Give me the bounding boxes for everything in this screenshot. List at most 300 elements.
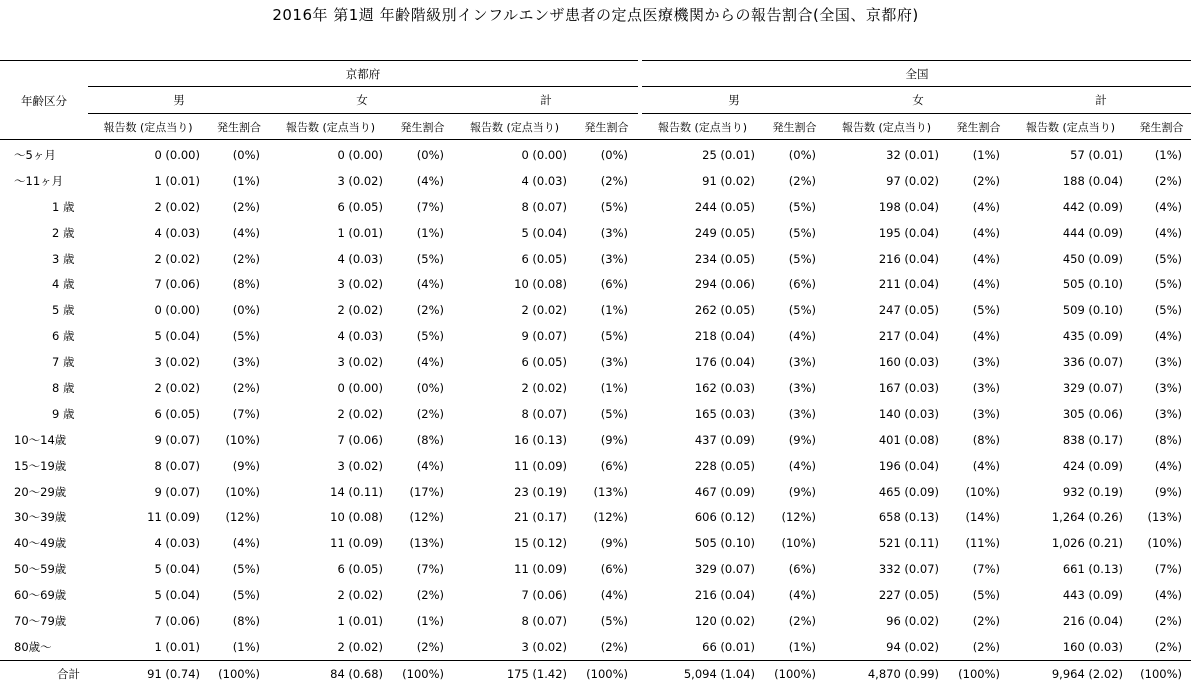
sex-header-kyoto-female: 女 (270, 87, 454, 114)
kyoto-male-count: 8 (0.07) (154, 458, 200, 473)
kyoto-female-count: 3 (0.02) (337, 173, 383, 188)
count-header: 報告数 (定点当り) (1010, 114, 1131, 140)
kyoto-all-rate: (13%) (593, 484, 628, 499)
age-group-cell: 2 歳 (52, 225, 75, 240)
national-female-count: 94 (0.02) (886, 639, 939, 654)
total-kyoto-all-rate: (100%) (575, 660, 638, 687)
national-all-count: 661 (0.13) (1062, 562, 1123, 577)
kyoto-female-rate: (0%) (416, 147, 444, 162)
kyoto-male-count: 1 (0.01) (154, 173, 200, 188)
kyoto-all-count: 10 (0.08) (514, 277, 567, 292)
national-all-rate: (5%) (1154, 251, 1183, 266)
sub-header-row (0, 114, 1191, 140)
kyoto-male-count: 3 (0.02) (154, 355, 200, 370)
rate-header: 発生割合 (208, 114, 270, 140)
kyoto-female-rate: (2%) (416, 588, 444, 603)
national-all-rate: (3%) (1154, 406, 1183, 421)
national-female-count: 167 (0.03) (878, 380, 939, 395)
kyoto-female-rate: (7%) (416, 199, 444, 214)
national-all-count: 336 (0.07) (1062, 355, 1123, 370)
rate-header: 発生割合 (1131, 114, 1191, 140)
kyoto-female-rate: (4%) (416, 458, 444, 473)
age-group-cell: 15～19歳 (14, 458, 67, 473)
age-group-cell: 9 歳 (52, 406, 75, 421)
kyoto-male-count: 0 (0.00) (154, 147, 200, 162)
national-female-rate: (1%) (972, 147, 1000, 162)
kyoto-female-rate: (7%) (416, 562, 444, 577)
kyoto-male-rate: (2%) (232, 380, 260, 395)
kyoto-female-count: 4 (0.03) (337, 329, 383, 344)
count-header: 報告数 (定点当り) (826, 114, 947, 140)
kyoto-male-count: 2 (0.02) (154, 251, 200, 266)
age-group-cell: 6 歳 (52, 329, 75, 344)
kyoto-male-rate: (4%) (232, 536, 260, 551)
national-female-rate: (4%) (972, 225, 1000, 240)
kyoto-all-count: 5 (0.04) (521, 225, 567, 240)
national-male-rate: (4%) (788, 458, 816, 473)
kyoto-female-count: 7 (0.06) (337, 432, 383, 447)
kyoto-female-rate: (2%) (416, 303, 444, 318)
kyoto-all-count: 16 (0.13) (514, 432, 567, 447)
national-male-rate: (5%) (788, 251, 816, 266)
table-row (0, 608, 1191, 634)
kyoto-male-count: 5 (0.04) (154, 588, 200, 603)
national-female-count: 465 (0.09) (878, 484, 939, 499)
national-female-count: 216 (0.04) (878, 251, 939, 266)
total-kyoto-female-rate: (100%) (391, 660, 454, 687)
national-female-count: 401 (0.08) (878, 432, 939, 447)
kyoto-all-count: 0 (0.00) (521, 147, 567, 162)
total-label: 合計 (0, 660, 88, 687)
national-all-count: 160 (0.03) (1062, 639, 1123, 654)
kyoto-all-rate: (9%) (600, 432, 628, 447)
kyoto-female-rate: (8%) (416, 432, 444, 447)
table-body (0, 140, 1191, 660)
national-male-rate: (5%) (788, 225, 816, 240)
table-row (0, 504, 1191, 530)
kyoto-all-count: 8 (0.07) (521, 199, 567, 214)
kyoto-female-rate: (4%) (416, 277, 444, 292)
kyoto-all-count: 8 (0.07) (521, 613, 567, 628)
kyoto-female-rate: (17%) (409, 484, 444, 499)
kyoto-all-count: 9 (0.07) (521, 329, 567, 344)
kyoto-all-rate: (12%) (593, 510, 628, 525)
kyoto-all-rate: (4%) (600, 588, 628, 603)
kyoto-male-count: 1 (0.01) (154, 639, 200, 654)
national-female-rate: (10%) (965, 484, 1000, 499)
national-male-rate: (9%) (788, 432, 816, 447)
kyoto-all-count: 3 (0.02) (521, 639, 567, 654)
kyoto-all-count: 23 (0.19) (514, 484, 567, 499)
total-national-male-count: 5,094 (1.04) (642, 660, 763, 687)
national-female-count: 247 (0.05) (878, 303, 939, 318)
kyoto-male-rate: (4%) (232, 225, 260, 240)
kyoto-all-count: 7 (0.06) (521, 588, 567, 603)
national-male-count: 437 (0.09) (694, 432, 755, 447)
national-female-rate: (3%) (972, 355, 1000, 370)
kyoto-female-count: 3 (0.02) (337, 277, 383, 292)
national-all-count: 444 (0.09) (1062, 225, 1123, 240)
national-female-count: 211 (0.04) (878, 277, 939, 292)
kyoto-female-rate: (13%) (409, 536, 444, 551)
national-male-count: 467 (0.09) (694, 484, 755, 499)
kyoto-all-rate: (5%) (600, 199, 628, 214)
kyoto-female-rate: (0%) (416, 380, 444, 395)
national-male-count: 218 (0.04) (694, 329, 755, 344)
age-group-cell: 3 歳 (52, 251, 75, 266)
national-male-rate: (1%) (788, 639, 816, 654)
national-male-count: 120 (0.02) (694, 613, 755, 628)
kyoto-male-rate: (10%) (225, 484, 260, 499)
kyoto-male-count: 5 (0.04) (154, 329, 200, 344)
age-group-cell: 10～14歳 (14, 432, 67, 447)
table-row (0, 168, 1191, 194)
national-male-count: 162 (0.03) (694, 380, 755, 395)
national-female-rate: (3%) (972, 406, 1000, 421)
rate-header: 発生割合 (575, 114, 638, 140)
national-male-rate: (10%) (781, 536, 816, 551)
page-title: 2016年 第1週 年齢階級別インフルエンザ患者の定点医療機関からの報告割合(全国、京都府) (272, 6, 919, 24)
national-male-rate: (2%) (788, 613, 816, 628)
kyoto-male-count: 5 (0.04) (154, 562, 200, 577)
national-female-rate: (5%) (972, 303, 1000, 318)
national-all-count: 505 (0.10) (1062, 277, 1123, 292)
kyoto-female-rate: (5%) (416, 329, 444, 344)
national-male-count: 25 (0.01) (702, 147, 755, 162)
kyoto-male-rate: (0%) (232, 147, 260, 162)
kyoto-all-count: 6 (0.05) (521, 251, 567, 266)
national-male-rate: (9%) (788, 484, 816, 499)
national-male-count: 234 (0.05) (694, 251, 755, 266)
kyoto-all-count: 4 (0.03) (521, 173, 567, 188)
kyoto-male-count: 7 (0.06) (154, 613, 200, 628)
national-male-rate: (4%) (788, 329, 816, 344)
table-row (0, 349, 1191, 375)
national-female-count: 195 (0.04) (878, 225, 939, 240)
national-male-count: 165 (0.03) (694, 406, 755, 421)
kyoto-female-rate: (12%) (409, 510, 444, 525)
age-group-cell: 8 歳 (52, 380, 75, 395)
national-all-count: 838 (0.17) (1062, 432, 1123, 447)
kyoto-female-count: 3 (0.02) (337, 458, 383, 473)
national-female-count: 97 (0.02) (886, 173, 939, 188)
age-group-cell: ～5ヶ月 (14, 147, 56, 162)
table-row (0, 582, 1191, 608)
national-male-count: 249 (0.05) (694, 225, 755, 240)
kyoto-female-count: 4 (0.03) (337, 251, 383, 266)
kyoto-male-count: 9 (0.07) (154, 432, 200, 447)
count-header: 報告数 (定点当り) (454, 114, 575, 140)
national-all-rate: (3%) (1154, 355, 1183, 370)
national-male-rate: (5%) (788, 199, 816, 214)
national-female-rate: (7%) (972, 562, 1000, 577)
national-male-rate: (3%) (788, 406, 816, 421)
national-all-rate: (5%) (1154, 277, 1183, 292)
national-all-count: 305 (0.06) (1062, 406, 1123, 421)
kyoto-female-rate: (1%) (416, 225, 444, 240)
national-male-count: 228 (0.05) (694, 458, 755, 473)
national-male-rate: (6%) (788, 562, 816, 577)
age-group-cell: 70～79歳 (14, 613, 67, 628)
table-row (0, 220, 1191, 246)
kyoto-all-count: 8 (0.07) (521, 406, 567, 421)
kyoto-male-count: 4 (0.03) (154, 225, 200, 240)
kyoto-female-count: 11 (0.09) (330, 536, 383, 551)
national-female-rate: (4%) (972, 251, 1000, 266)
kyoto-male-rate: (5%) (232, 562, 260, 577)
national-all-count: 57 (0.01) (1070, 147, 1123, 162)
national-male-rate: (5%) (788, 303, 816, 318)
national-female-rate: (4%) (972, 277, 1000, 292)
national-all-rate: (4%) (1154, 199, 1183, 214)
kyoto-male-rate: (1%) (232, 173, 260, 188)
national-female-rate: (2%) (972, 639, 1000, 654)
national-female-count: 160 (0.03) (878, 355, 939, 370)
table-row (0, 375, 1191, 401)
national-all-rate: (4%) (1154, 458, 1183, 473)
kyoto-all-count: 11 (0.09) (514, 562, 567, 577)
kyoto-male-count: 7 (0.06) (154, 277, 200, 292)
national-all-rate: (2%) (1154, 173, 1183, 188)
national-female-rate: (4%) (972, 199, 1000, 214)
kyoto-female-rate: (4%) (416, 173, 444, 188)
table-row (0, 556, 1191, 582)
age-group-cell: 5 歳 (52, 303, 75, 318)
national-male-rate: (6%) (788, 277, 816, 292)
table-row (0, 194, 1191, 220)
kyoto-female-count: 0 (0.00) (337, 147, 383, 162)
rate-header: 発生割合 (947, 114, 1010, 140)
national-all-rate: (5%) (1154, 303, 1183, 318)
kyoto-all-rate: (6%) (600, 458, 628, 473)
kyoto-male-count: 11 (0.09) (147, 510, 200, 525)
kyoto-male-count: 9 (0.07) (154, 484, 200, 499)
kyoto-all-rate: (3%) (600, 225, 628, 240)
table-row (0, 271, 1191, 297)
national-all-count: 1,264 (0.26) (1051, 510, 1123, 525)
national-all-count: 216 (0.04) (1062, 613, 1123, 628)
national-all-count: 435 (0.09) (1062, 329, 1123, 344)
table-row (0, 427, 1191, 453)
table-row (0, 634, 1191, 660)
kyoto-all-rate: (0%) (600, 147, 628, 162)
national-female-count: 658 (0.13) (878, 510, 939, 525)
sex-header-kyoto-total: 計 (454, 87, 638, 114)
kyoto-all-rate: (1%) (600, 303, 628, 318)
national-female-count: 521 (0.11) (878, 536, 939, 551)
kyoto-female-count: 0 (0.00) (337, 380, 383, 395)
national-male-rate: (3%) (788, 355, 816, 370)
national-male-rate: (2%) (788, 173, 816, 188)
national-female-rate: (3%) (972, 380, 1000, 395)
kyoto-all-rate: (2%) (600, 639, 628, 654)
kyoto-male-rate: (12%) (225, 510, 260, 525)
national-male-count: 176 (0.04) (694, 355, 755, 370)
kyoto-male-rate: (5%) (232, 588, 260, 603)
national-all-rate: (1%) (1154, 147, 1183, 162)
kyoto-all-count: 11 (0.09) (514, 458, 567, 473)
age-group-cell: 7 歳 (52, 355, 75, 370)
table-row (0, 453, 1191, 479)
national-male-rate: (3%) (788, 380, 816, 395)
national-female-rate: (4%) (972, 458, 1000, 473)
kyoto-all-count: 15 (0.12) (514, 536, 567, 551)
national-female-rate: (4%) (972, 329, 1000, 344)
kyoto-all-rate: (6%) (600, 277, 628, 292)
table-row (0, 246, 1191, 272)
national-all-count: 329 (0.07) (1062, 380, 1123, 395)
kyoto-female-count: 10 (0.08) (330, 510, 383, 525)
kyoto-female-count: 6 (0.05) (337, 562, 383, 577)
national-female-count: 140 (0.03) (878, 406, 939, 421)
national-all-rate: (4%) (1154, 329, 1183, 344)
national-all-rate: (3%) (1154, 380, 1183, 395)
kyoto-male-rate: (9%) (232, 458, 260, 473)
national-all-count: 509 (0.10) (1062, 303, 1123, 318)
kyoto-all-rate: (5%) (600, 329, 628, 344)
kyoto-all-rate: (5%) (600, 613, 628, 628)
total-national-female-count: 4,870 (0.99) (826, 660, 947, 687)
age-group-cell: ～11ヶ月 (14, 173, 64, 188)
count-header: 報告数 (定点当り) (270, 114, 391, 140)
kyoto-all-rate: (2%) (600, 173, 628, 188)
kyoto-all-count: 6 (0.05) (521, 355, 567, 370)
national-female-rate: (2%) (972, 173, 1000, 188)
kyoto-female-count: 1 (0.01) (337, 613, 383, 628)
kyoto-female-rate: (2%) (416, 406, 444, 421)
kyoto-all-count: 2 (0.02) (521, 303, 567, 318)
kyoto-female-rate: (5%) (416, 251, 444, 266)
kyoto-male-rate: (10%) (225, 432, 260, 447)
national-all-count: 450 (0.09) (1062, 251, 1123, 266)
total-kyoto-male-rate: (100%) (208, 660, 270, 687)
national-female-rate: (14%) (965, 510, 1000, 525)
kyoto-female-rate: (4%) (416, 355, 444, 370)
kyoto-male-count: 0 (0.00) (154, 303, 200, 318)
age-group-cell: 50～59歳 (14, 562, 67, 577)
national-all-count: 442 (0.09) (1062, 199, 1123, 214)
national-all-count: 932 (0.19) (1062, 484, 1123, 499)
kyoto-female-rate: (1%) (416, 613, 444, 628)
sex-header-national-total: 計 (1010, 87, 1191, 114)
kyoto-male-rate: (2%) (232, 199, 260, 214)
kyoto-male-count: 2 (0.02) (154, 199, 200, 214)
table-row (0, 140, 1191, 168)
total-national-male-rate: (100%) (763, 660, 826, 687)
kyoto-male-count: 2 (0.02) (154, 380, 200, 395)
national-male-count: 244 (0.05) (694, 199, 755, 214)
national-male-rate: (0%) (788, 147, 816, 162)
count-header: 報告数 (定点当り) (88, 114, 208, 140)
influenza-report-table (0, 60, 1191, 687)
national-male-rate: (4%) (788, 588, 816, 603)
kyoto-female-count: 14 (0.11) (330, 484, 383, 499)
sex-header-national-female: 女 (826, 87, 1010, 114)
national-all-rate: (9%) (1154, 484, 1183, 499)
kyoto-male-count: 6 (0.05) (154, 406, 200, 421)
kyoto-male-rate: (0%) (232, 303, 260, 318)
kyoto-all-count: 2 (0.02) (521, 380, 567, 395)
count-header: 報告数 (定点当り) (642, 114, 763, 140)
national-all-count: 424 (0.09) (1062, 458, 1123, 473)
national-all-rate: (8%) (1154, 432, 1183, 447)
national-male-count: 606 (0.12) (694, 510, 755, 525)
kyoto-female-count: 6 (0.05) (337, 199, 383, 214)
table-row (0, 323, 1191, 349)
national-female-count: 198 (0.04) (878, 199, 939, 214)
age-group-cell: 30～39歳 (14, 510, 67, 525)
kyoto-male-rate: (2%) (232, 251, 260, 266)
national-male-count: 329 (0.07) (694, 562, 755, 577)
kyoto-female-count: 1 (0.01) (337, 225, 383, 240)
national-female-rate: (5%) (972, 588, 1000, 603)
region-header-national: 全国 (642, 61, 1191, 87)
national-male-count: 216 (0.04) (694, 588, 755, 603)
sex-header-national-male: 男 (642, 87, 826, 114)
age-group-cell: 4 歳 (52, 277, 75, 292)
national-male-count: 505 (0.10) (694, 536, 755, 551)
total-national-all-rate: (100%) (1131, 660, 1191, 687)
kyoto-female-count: 3 (0.02) (337, 355, 383, 370)
age-group-header: 年齢区分 (21, 93, 67, 108)
kyoto-male-rate: (8%) (232, 613, 260, 628)
total-kyoto-male-count: 91 (0.74) (88, 660, 208, 687)
national-all-rate: (4%) (1154, 225, 1183, 240)
kyoto-female-rate: (2%) (416, 639, 444, 654)
kyoto-all-rate: (9%) (600, 536, 628, 551)
national-female-rate: (11%) (965, 536, 1000, 551)
total-kyoto-female-count: 84 (0.68) (270, 660, 391, 687)
total-national-female-rate: (100%) (947, 660, 1010, 687)
national-male-count: 66 (0.01) (702, 639, 755, 654)
national-female-count: 227 (0.05) (878, 588, 939, 603)
national-male-count: 294 (0.06) (694, 277, 755, 292)
national-all-rate: (7%) (1154, 562, 1183, 577)
national-female-count: 96 (0.02) (886, 613, 939, 628)
age-group-cell: 20～29歳 (14, 484, 67, 499)
region-header-kyoto: 京都府 (88, 61, 638, 87)
national-all-count: 188 (0.04) (1062, 173, 1123, 188)
sex-header-kyoto-male: 男 (88, 87, 270, 114)
national-all-rate: (2%) (1154, 613, 1183, 628)
national-male-count: 262 (0.05) (694, 303, 755, 318)
kyoto-all-rate: (1%) (600, 380, 628, 395)
national-male-rate: (12%) (781, 510, 816, 525)
age-group-cell: 40～49歳 (14, 536, 67, 551)
national-female-count: 332 (0.07) (878, 562, 939, 577)
total-national-all-count: 9,964 (2.02) (1010, 660, 1131, 687)
kyoto-male-rate: (1%) (232, 639, 260, 654)
rate-header: 発生割合 (763, 114, 826, 140)
kyoto-all-rate: (6%) (600, 562, 628, 577)
kyoto-all-rate: (3%) (600, 355, 628, 370)
national-male-count: 91 (0.02) (702, 173, 755, 188)
age-header-spacer (0, 61, 88, 87)
table-row (0, 401, 1191, 427)
kyoto-female-count: 2 (0.02) (337, 406, 383, 421)
national-all-rate: (2%) (1154, 639, 1183, 654)
kyoto-female-count: 2 (0.02) (337, 303, 383, 318)
national-all-rate: (4%) (1154, 588, 1183, 603)
national-all-count: 443 (0.09) (1062, 588, 1123, 603)
national-female-rate: (2%) (972, 613, 1000, 628)
total-row (0, 660, 1191, 687)
national-female-count: 196 (0.04) (878, 458, 939, 473)
table-row (0, 530, 1191, 556)
kyoto-all-count: 21 (0.17) (514, 510, 567, 525)
national-female-count: 217 (0.04) (878, 329, 939, 344)
table-row (0, 479, 1191, 505)
